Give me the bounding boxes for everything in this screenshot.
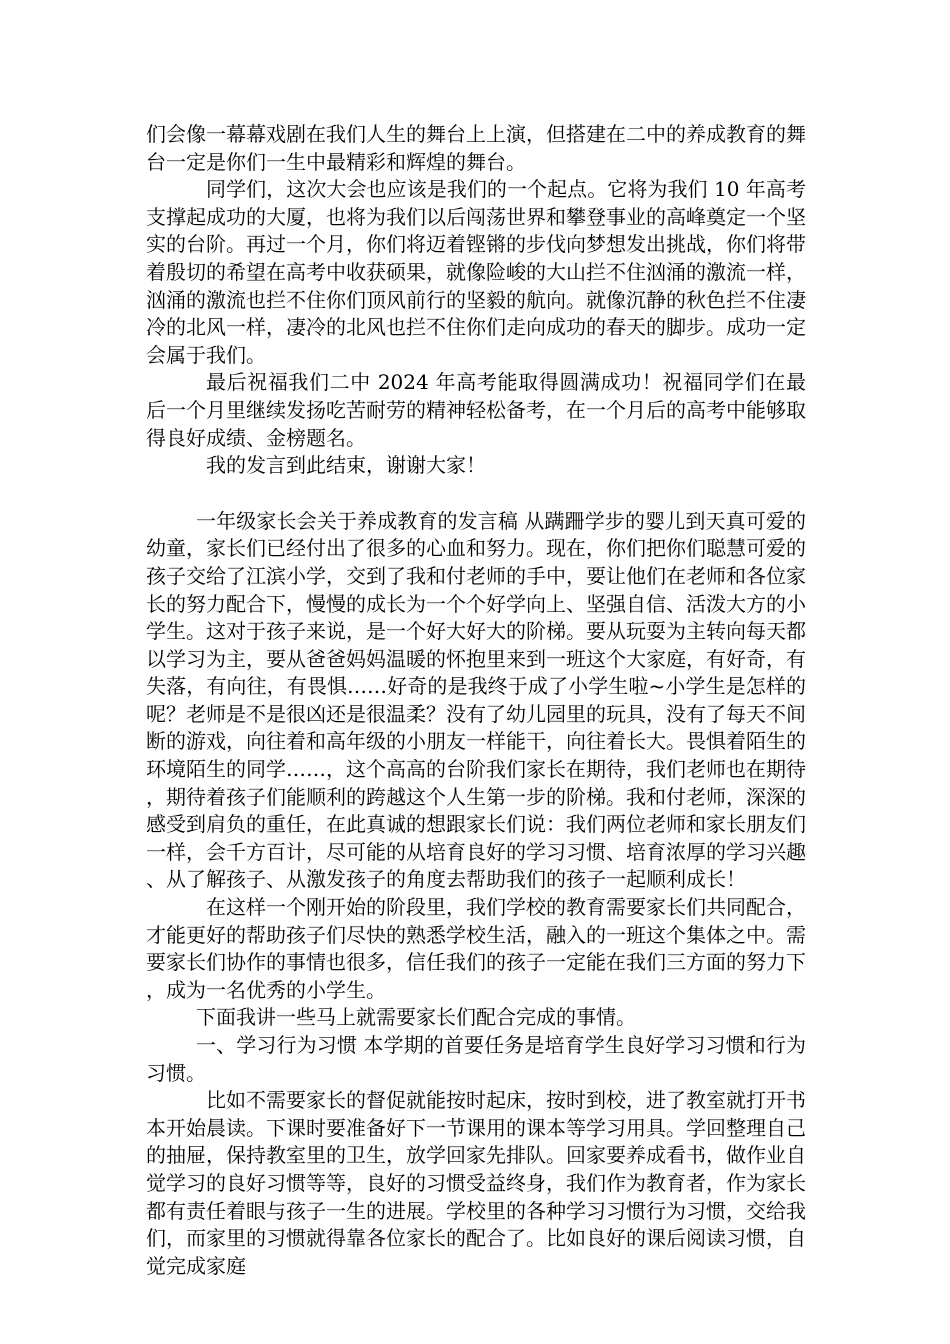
paragraph-habits-heading: 一、学习行为习惯 本学期的首要任务是培育学生良好学习习惯和行为习惯。 [146, 1033, 806, 1085]
paragraph-habits-examples: 比如不需要家长的督促就能按时起床，按时到校，进了教室就打开书本开始晨读。下课时要准备好下一节课用的课本等学习用具。学回整理自己的抽屉，保持教室里的卫生，放学回家先排队。回家要养成看书，做作业自觉学习的良好习惯等等，良好的习惯受益终身，我们作为教育者，作为家长都有责任着眼与孩子一生的进展。学校里的各种学习习惯行为习惯，交给我们，而家里的习惯就得靠各位家长的配合了。比如良好的课后阅读习惯，自觉完成家庭 [146, 1088, 806, 1278]
paragraph-closing: 我的发言到此结束，谢谢大家！ [206, 453, 486, 478]
paragraph-cooperation: 在这样一个刚开始的阶段里，我们学校的教育需要家长们共同配合，才能更好的帮助孩子们尽快的熟悉学校生活，融入的一班这个集体之中。需要家长们协作的事情也很多，信任我们的孩子一定能在我们三方面的努力下，成为一名优秀的小学生。 [146, 895, 806, 1002]
paragraph-next-items: 下面我讲一些马上就需要家长们配合完成的事情。 [196, 1005, 636, 1030]
paragraph-parent-meeting-intro: 一年级家长会关于养成教育的发言稿 从蹒跚学步的婴儿到天真可爱的幼童，家长们已经付出了很多的心血和努力。现在，你们把你们聪慧可爱的孩子交给了江滨小学，交到了我和付老师的手中，要让他们在老师和各位家长的努力配合下，慢慢的成长为一个个好学向上、坚强自信、活泼大方的小学生。这对于孩子来说，是一个好大好大的阶梯。要从玩耍为主转向每天都以学习为主，要从爸爸妈妈温暖的怀抱里来到一班这个大家庭，有好奇，有失落，有向往，有畏惧……好奇的是我终于成了小学生啦~小学生是怎样的呢？老师是不是很凶还是很温柔？没有了幼儿园里的玩具，没有了每天不间断的游戏，向往着和高年级的小朋友一样能干，向往着长大。畏惧着陌生的环境陌生的同学……，这个高高的台阶我们家长在期待，我们老师也在期待，期待着孩子们能顺利的跨越这个人生第一步的阶梯。我和付老师，深深的感受到肩负的重任，在此真诚的想跟家长们说：我们两位老师和家长朋友们一样，会千方百计，尽可能的从培育良好的学习习惯、培育浓厚的学习兴趣、从了解孩子、从激发孩子的角度去帮助我们的孩子一起顺利成长！ [146, 508, 806, 892]
section-gap [146, 480, 806, 508]
document-page [146, 121, 806, 1280]
paragraph-continuation: 们会像一幕幕戏剧在我们人生的舞台上上演，但搭建在二中的养成教育的舞台一定是你们一生中最精彩和辉煌的舞台。 [146, 122, 806, 174]
paragraph-starting-point: 同学们，这次大会也应该是我们的一个起点。它将为我们 10 年高考支撑起成功的大厦，也将为我们以后闯荡世界和攀登事业的高峰奠定一个坚实的台阶。再过一个月，你们将迈着铿锵的步伐向梦想发出挑战，你们将带着殷切的希望在高考中收获硕果，就像险峻的大山拦不住汹涌的激流一样，汹涌的激流也拦不住你们顶风前行的坚毅的航向。就像沉静的秋色拦不住凄冷的北风一样，凄冷的北风也拦不住你们走向成功的春天的脚步。成功一定会属于我们。 [146, 177, 806, 367]
paragraph-blessing: 最后祝福我们二中 2024 年高考能取得圆满成功！祝福同学们在最后一个月里继续发扬吃苦耐劳的精神轻松备考，在一个月后的高考中能够取得良好成绩、金榜题名。 [146, 370, 806, 450]
